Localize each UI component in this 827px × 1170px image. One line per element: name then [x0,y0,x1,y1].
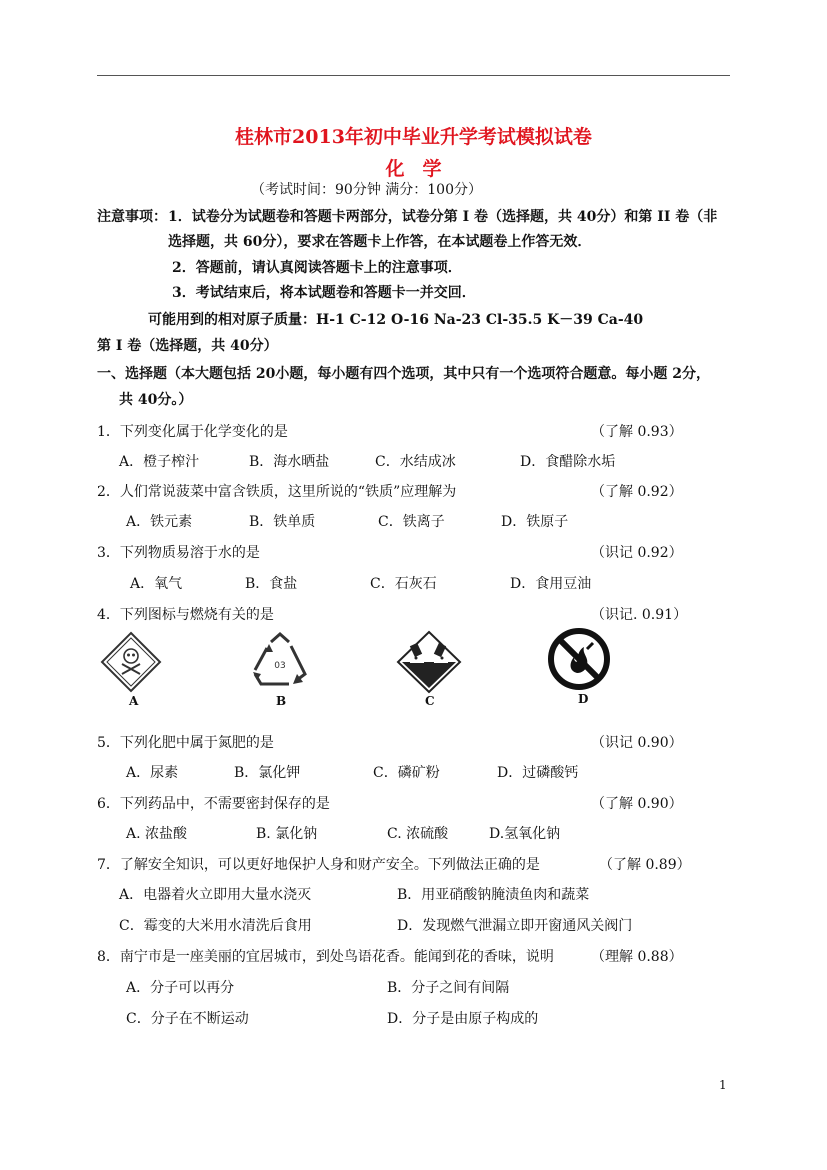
question-7-stem: 7．了解安全知识，可以更好地保护人身和财产安全。下列做法正确的是 [97,857,540,873]
question-2-stem: 2．人们常说菠菜中富含铁质，这里所说的“铁质”应理解为 [97,484,457,500]
recycle-code: 03 [274,661,286,671]
note-item-1a: 1．试卷分为试题卷和答题卡两部分，试卷分第 I 卷（选择题，共 40分）和第 II 卷（非 [168,209,718,225]
question-4-stem: 4．下列图标与燃烧有关的是 [97,607,274,623]
section-1-heading-b: 共 40分。） [119,392,193,408]
question-2-option-d: D．铁原子 [501,514,569,530]
poison-skull-icon [100,631,162,693]
question-5-stem: 5．下列化肥中属于氮肥的是 [97,735,274,751]
question-8-option-b: B．分子之间有间隔 [387,980,510,996]
icon-b-label: B [276,694,287,708]
section-1-heading-a: 一、选择题（本大题包括 20小题，每小题有四个选项，其中只有一个选项符合题意。每小题 2分， [97,366,710,382]
question-3-meta: （识记 0.92） [591,545,683,561]
question-1-stem: 1．下列变化属于化学变化的是 [97,424,288,440]
question-7-option-b: B．用亚硝酸钠腌渍鱼肉和蔬菜 [397,887,590,903]
note-item-1b: 选择题，共 60分），要求在答题卡上作答，在本试题卷上作答无效． [168,234,592,250]
icon-c-label: C [425,694,435,708]
question-4-meta: （识记. 0.91） [591,607,688,623]
question-1-meta: （了解 0.93） [591,424,683,440]
page-number: 1 [719,1078,727,1092]
recycle-icon [247,630,313,692]
question-1-option-a: A．橙子榨汁 [119,454,200,470]
question-7-option-a: A．电器着火立即用大量水浇灭 [119,887,312,903]
question-6-meta: （了解 0.90） [591,796,683,812]
question-6-option-a: A. 浓盐酸 [126,826,188,842]
question-7-option-d: D．发现燃气泄漏立即开窗通风关阀门 [397,918,633,934]
icon-d-label: D [578,692,589,706]
question-5-option-a: A．尿素 [126,765,179,781]
question-8-option-a: A．分子可以再分 [126,980,235,996]
question-1-option-c: C．水结成冰 [375,454,456,470]
question-6-option-c: C. 浓硫酸 [387,826,449,842]
question-7-option-c: C．霉变的大米用水清洗后食用 [119,918,312,934]
question-3-option-d: D．食用豆油 [510,576,592,592]
exam-subject: 化学 [385,158,460,180]
question-1-option-b: B．海水晒盐 [249,454,330,470]
question-2-meta: （了解 0.92） [591,484,683,500]
header-rule [97,75,730,76]
note-item-3: 3．考试结束后，将本试题卷和答题卡一并交回． [172,285,476,301]
part-1-heading: 第 I 卷（选择题，共 40分） [97,338,278,354]
question-8-option-d: D．分子是由原子构成的 [387,1011,539,1027]
question-2-option-b: B．铁单质 [249,514,316,530]
question-7-meta: （了解 0.89） [599,857,691,873]
question-8-option-c: C．分子在不断运动 [126,1011,249,1027]
question-6-option-b: B. 氯化钠 [256,826,318,842]
notes-label: 注意事项： [97,209,167,225]
question-3-option-c: C．石灰石 [370,576,437,592]
question-5-option-d: D．过磷酸钙 [497,765,579,781]
question-8-stem: 8．南宁市是一座美丽的宜居城市，到处鸟语花香。能闻到花的香味，说明 [97,949,554,965]
question-2-option-a: A．铁元素 [126,514,193,530]
icon-a-label: A [129,694,139,708]
question-3-stem: 3．下列物质易溶于水的是 [97,545,260,561]
question-6-stem: 6．下列药品中，不需要密封保存的是 [97,796,330,812]
question-3-option-a: A．氧气 [130,576,183,592]
question-5-option-c: C．磷矿粉 [373,765,440,781]
no-fire-icon [547,627,611,691]
atomic-masses: 可能用到的相对原子质量：H-1 C-12 O-16 Na-23 Cl-35.5 K－39 Ca-40 [148,312,644,328]
question-8-meta: （理解 0.88） [591,949,683,965]
question-5-option-b: B．氯化钾 [234,765,301,781]
question-2-option-c: C．铁离子 [378,514,445,530]
question-3-option-b: B．食盐 [245,576,298,592]
exam-title: 桂林市2013年初中毕业升学考试模拟试卷 [235,126,592,148]
question-5-meta: （识记 0.90） [591,735,683,751]
question-1-option-d: D．食醋除水垢 [520,454,616,470]
note-item-2: 2．答题前，请认真阅读答题卡上的注意事项． [172,260,462,276]
exam-info: （考试时间：90分钟 满分：100分） [251,182,482,198]
question-6-option-d: D.氢氧化钠 [489,826,561,842]
corrosive-icon [396,630,462,694]
